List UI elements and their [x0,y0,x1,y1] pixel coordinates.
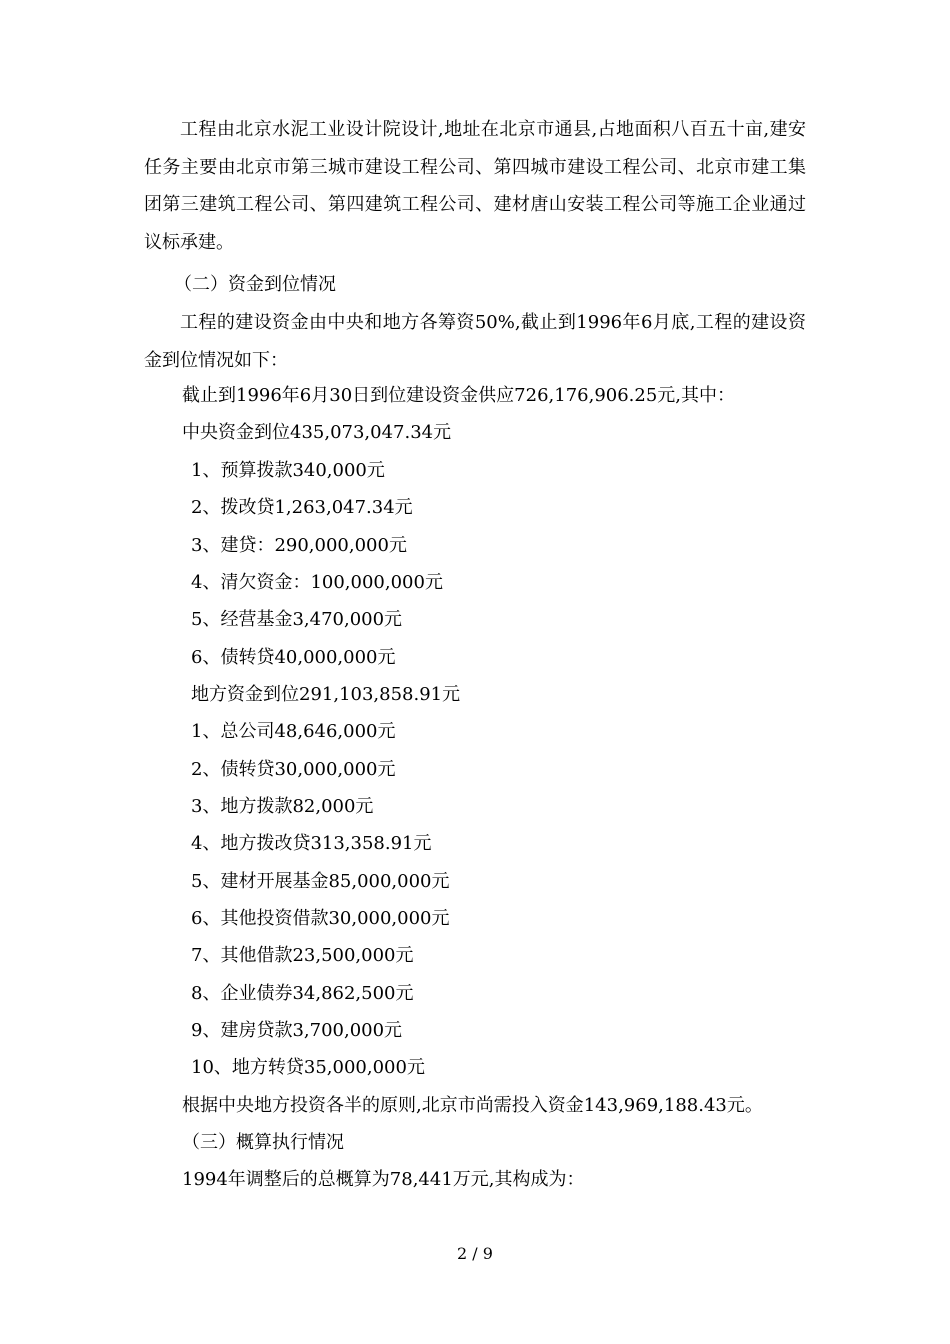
central-funds-item: 2、拨改贷1,263,047.34元 [191,497,413,518]
local-funds-item: 7、其他借款23,500,000元 [191,945,414,966]
section-heading-budget: （三）概算执行情况 [182,1132,344,1153]
local-funds-item: 9、建房贷款3,700,000元 [191,1020,403,1041]
local-funds-item: 8、企业债券34,862,500元 [191,983,414,1004]
local-funds-item: 5、建材开展基金85,000,000元 [191,871,450,892]
page-number: 2 / 9 [457,1244,493,1263]
local-funds-item: 2、债转贷30,000,000元 [191,759,396,780]
paragraph-design-construction: 工程由北京水泥工业设计院设计,地址在北京市通县,占地面积八百五十亩,建安任务主要由北京市第三城市建设工程公司、第四城市建设工程公司、北京市建工集团第三建筑工程公司、第四建筑工程公司、建材唐山安装工程公司等施工企业通过议标承建。 [144,119,806,253]
paragraph-funding-source: 工程的建设资金由中央和地方各筹资50%,截止到1996年6月底,工程的建设资金到位情况如下： [144,312,806,371]
budget-1994-line: 1994年调整后的总概算为78,441万元,其构成为： [182,1169,585,1190]
local-funds-item: 1、总公司48,646,000元 [191,721,396,742]
local-funds-item: 10、地方转贷35,000,000元 [191,1057,425,1078]
local-funds-item: 6、其他投资借款30,000,000元 [191,908,450,929]
local-funds-item: 4、地方拨改贷313,358.91元 [191,833,432,854]
local-funds-item: 3、地方拨款82,000元 [191,796,374,817]
central-funds-item: 5、经营基金3,470,000元 [191,609,403,630]
central-funds-item: 1、预算拨款340,000元 [191,460,385,481]
central-funds-item: 4、清欠资金：100,000,000元 [191,572,443,593]
central-funds-total: 中央资金到位435,073,047.34元 [182,422,452,443]
section-heading-funds: （二）资金到位情况 [174,274,336,295]
total-funds-line: 截止到1996年6月30日到位建设资金供应726,176,906.25元,其中： [182,385,736,406]
central-funds-item: 6、债转贷40,000,000元 [191,647,396,668]
local-funds-total: 地方资金到位291,103,858.91元 [191,684,461,705]
investment-principle-line: 根据中央地方投资各半的原则,北京市尚需投入资金143,969,188.43元。 [182,1095,763,1116]
central-funds-item: 3、建贷：290,000,000元 [191,535,407,556]
